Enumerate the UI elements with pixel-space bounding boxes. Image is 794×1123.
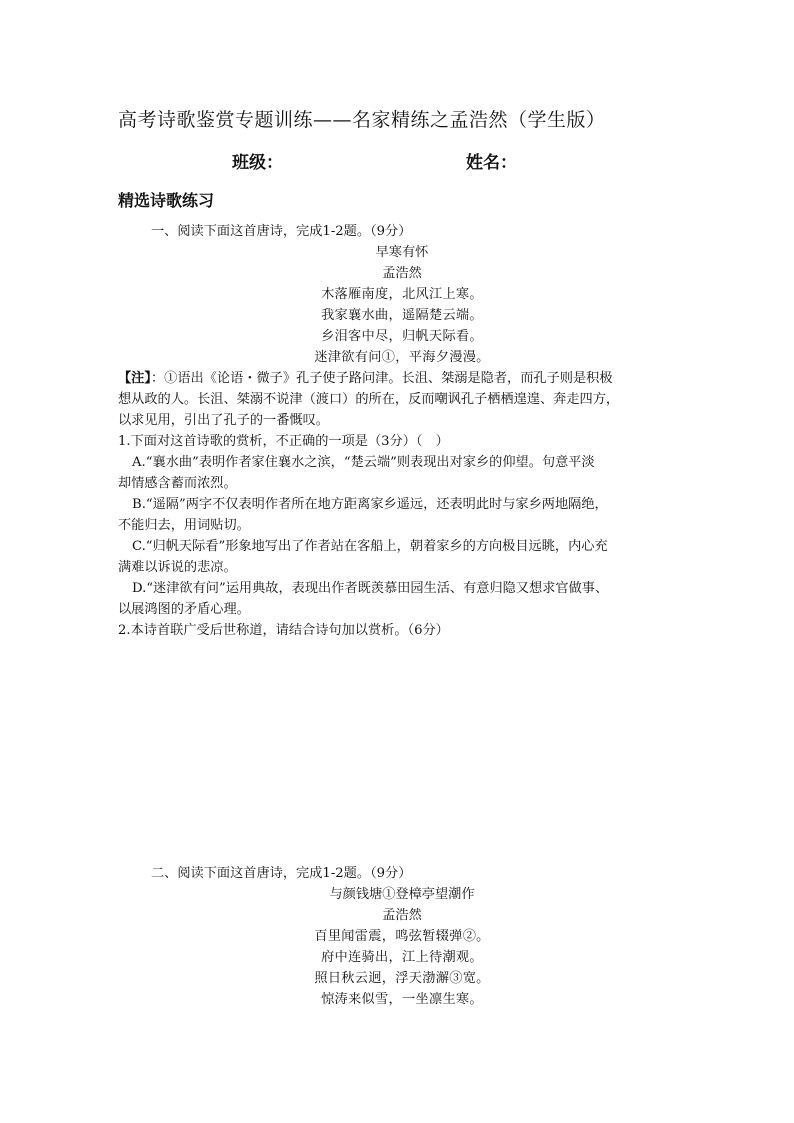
class-name-row (0, 148, 794, 172)
option-d-line1: D.“迷津欲有问”运用典故，表现出作者既羡慕田园生活、有意归隐又想求官做事、 (132, 581, 609, 596)
part2-intro: 二、阅读下面这首唐诗，完成1-2题。（9分） (151, 866, 412, 881)
part2-block (118, 863, 686, 1010)
note-tag: 【注】 (118, 371, 151, 386)
document-title: 高考诗歌鉴赏专题训练——名家精练之孟浩然（学生版） (118, 109, 606, 131)
part1-poem-line: 乡泪客中尽，归帆天际看。 (321, 329, 483, 344)
section-heading: 精选诗歌练习 (118, 191, 215, 210)
part1-author: 孟浩然 (382, 266, 422, 281)
question-1: 1.下面对这首诗歌的赏析，不正确的一项是（3分）（ ） (118, 434, 449, 449)
part1-poem-line: 迷津欲有问①，平海夕漫漫。 (314, 350, 490, 365)
note-line: 想从政的人。长沮、桀溺不说津（渡口）的所在，反而嘲讽孔子栖栖遑遑、奔走四方， (118, 392, 620, 407)
part2-poem-line: 照日秋云迥，浮天渤澥③宽。 (314, 971, 490, 986)
part2-poem-line: 百里闻雷震，鸣弦暂辍弹②。 (314, 929, 490, 944)
option-b-line1: B.“遥隔”两字不仅表明作者所在地方距离家乡遥远，还表明此时与家乡两地隔绝， (132, 497, 608, 512)
part1-block (118, 221, 686, 641)
note-text: ：①语出《论语・微子》孔子使子路问津。长沮、桀溺是隐者，而孔子则是积极 (150, 371, 613, 386)
option-c-line2: 满难以诉说的悲凉。 (118, 560, 237, 575)
question-2: 2.本诗首联广受后世称道，请结合诗句加以赏析。（6分） (118, 623, 449, 638)
part1-poem-line: 木落雁南度，北风江上寒。 (321, 287, 483, 302)
name-label: 姓名： (466, 153, 517, 173)
option-a-line2: 却情感含蓄而浓烈。 (118, 476, 237, 491)
note-line (118, 368, 686, 389)
part1-poem-title: 早寒有怀 (375, 245, 429, 260)
class-label: 班级： (232, 153, 283, 173)
option-b-line2: 不能归去，用词贴切。 (118, 518, 250, 533)
option-d-line2: 以展鸿图的矛盾心理。 (118, 602, 250, 617)
option-a-line1: A.“襄水曲”表明作者家住襄水之滨，“楚云端”则表现出对家乡的仰望。句意平淡 (132, 455, 595, 470)
note-line: 以求见用，引出了孔子的一番慨叹。 (118, 413, 329, 428)
option-c-line1: C.“归帆天际看”形象地写出了作者站在客船上，朝着家乡的方向极目远眺，内心充 (132, 539, 608, 554)
part1-poem-line: 我家襄水曲，遥隔楚云端。 (321, 308, 483, 323)
part1-intro: 一、阅读下面这首唐诗，完成1-2题。（9分） (151, 224, 412, 239)
part2-author: 孟浩然 (382, 908, 422, 923)
part2-poem-line: 惊涛来似雪，一坐凛生寒。 (321, 992, 483, 1007)
part2-poem-line: 府中连骑出，江上待潮观。 (321, 950, 483, 965)
part2-poem-title: 与颜钱塘①登樟亭望潮作 (329, 887, 475, 902)
